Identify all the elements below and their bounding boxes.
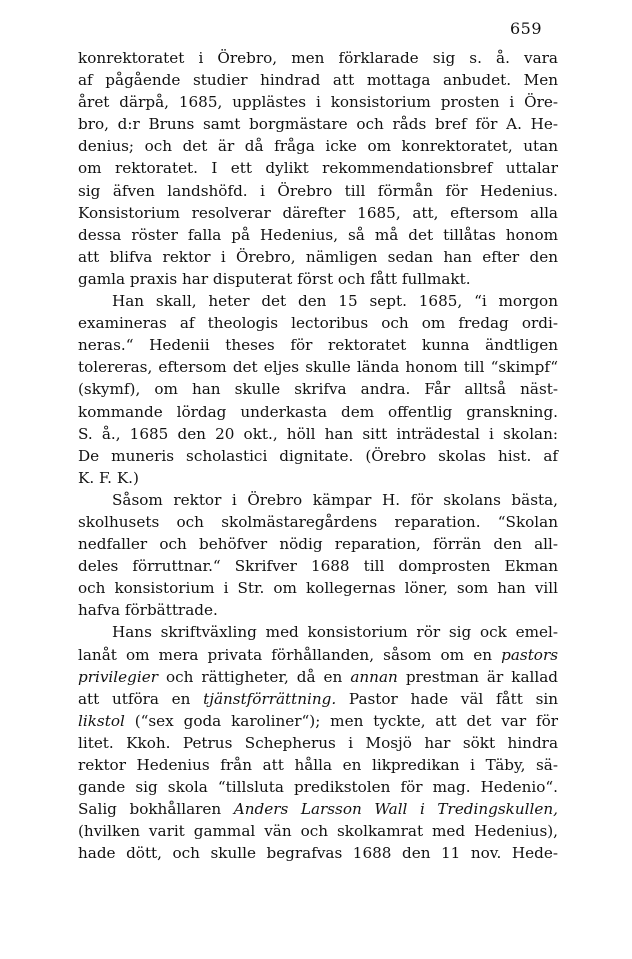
text-line (78, 621, 558, 643)
text-segment: litet. Kkoh. Petrus Schepherus i Mosjö har sökt hindra (78, 733, 558, 752)
italic-text: likstol (78, 711, 125, 730)
text-line (78, 224, 558, 246)
text-line (78, 798, 558, 820)
text-segment: och rättigheter, då en (157, 667, 351, 686)
text-segment: konrektoratet i Örebro, men förklarade sig s. å. vara (78, 49, 558, 67)
text-segment: tolereras, eftersom det eljes skulle lända honom till “skimpf“ (78, 358, 558, 377)
text-segment: kommande lördag underkasta dem offentlig granskning. (78, 402, 558, 421)
text-segment: hafva förbättrade. (78, 601, 218, 620)
text-segment: och konsistorium i Str. om kollegernas löner, som han vill (78, 579, 558, 598)
text-line (78, 688, 558, 710)
text-line (78, 467, 558, 489)
text-segment: året därpå, 1685, upplästes i konsistorium prosten i Öre- (78, 93, 558, 112)
text-segment: Hans skriftväxling med konsistorium rör sig ock emel- (112, 623, 558, 642)
text-line (78, 644, 558, 666)
text-line (78, 180, 558, 202)
text-segment: rektor Hedenius från att hålla en likpredikan i Täby, sä- (78, 756, 558, 774)
italic-text: annan (350, 667, 398, 686)
text-line (78, 135, 558, 157)
text-segment: skolhusets och skolmästaregårdens reparation. “Skolan (78, 512, 558, 531)
text-line (78, 91, 558, 113)
text-line (78, 378, 558, 400)
text-line (78, 312, 558, 334)
text-segment: att blifva rektor i Örebro, nämligen sedan han efter den (78, 247, 558, 266)
text-segment: Pastor hade väl fått sin (336, 689, 559, 708)
text-line (78, 599, 558, 621)
text-segment: denius; och det är då fråga icke om konrektoratet, utan (78, 137, 558, 156)
text-line (78, 202, 558, 224)
text-line (78, 157, 558, 179)
italic-text: Anders Larsson Wall i Tredingskullen, (233, 800, 558, 819)
text-line (78, 710, 558, 732)
text-line (78, 69, 558, 91)
text-line (78, 842, 558, 864)
text-segment: att utföra en (78, 689, 204, 708)
page-number: 659 (510, 19, 543, 38)
text-segment: hade dött, och skulle begrafvas 1688 den 11 nov. Hede- (78, 844, 558, 863)
italic-text: tjänstförrättning. (203, 689, 337, 708)
text-segment: om rektoratet. I ett dylikt rekommendationsbref uttalar (78, 159, 558, 178)
text-line (78, 666, 558, 688)
text-segment: bro, d:r Bruns samt borgmästare och råds bref för A. He- (78, 115, 558, 134)
text-segment: K. F. K.) (78, 468, 139, 487)
text-segment: af pågående studier hindrad att mottaga anbudet. Men (78, 71, 558, 90)
italic-text: pastors (501, 645, 558, 664)
text-line (78, 489, 558, 511)
text-segment: Salig bokhållaren (78, 800, 234, 819)
text-line (78, 820, 558, 842)
italic-text: privilegier (78, 667, 158, 686)
text-line (78, 356, 558, 378)
text-segment: nedfaller och behöfver nödig reparation, förrän den all- (78, 535, 558, 554)
text-line (78, 334, 558, 356)
text-segment: S. å., 1685 den 20 okt., höll han sitt inträdestal i skolan: (78, 424, 558, 443)
text-segment: examineras af theologis lectoribus och om fredag ordi- (78, 314, 558, 333)
body-text (78, 47, 558, 864)
text-line (78, 754, 558, 776)
text-segment: Konsistorium resolverar därefter 1685, att, eftersom alla (78, 203, 558, 222)
text-line (78, 423, 558, 445)
text-segment: (hvilken varit gammal vän och skolkamrat med Hedenius), (78, 822, 558, 841)
text-segment: gande sig skola “tillsluta predikstolen för mag. Hedenio“. (78, 778, 558, 797)
text-line (78, 732, 558, 754)
text-segment: Han skall, heter det den 15 sept. 1685, “i morgon (112, 292, 558, 311)
text-segment: deles förruttnar.“ Skrifver 1688 till domprosten Ekman (78, 557, 558, 576)
text-segment: dessa röster falla på Hedenius, så må det tillåtas honom (78, 225, 558, 244)
text-line (78, 290, 558, 312)
text-line (78, 555, 558, 577)
text-line (78, 113, 558, 135)
text-line (78, 511, 558, 533)
text-line (78, 445, 558, 467)
text-line (78, 47, 558, 69)
text-line (78, 246, 558, 268)
text-segment: sig äfven landshöfd. i Örebro till förmån för Hedenius. (78, 181, 558, 200)
text-line (78, 577, 558, 599)
text-segment: gamla praxis har disputerat först och fått fullmakt. (78, 269, 471, 288)
text-segment: Såsom rektor i Örebro kämpar H. för skolans bästa, (112, 490, 558, 509)
text-line (78, 268, 558, 290)
text-segment: (“sex goda karoliner“); men tyckte, att det var för (124, 711, 558, 730)
text-line (78, 401, 558, 423)
text-segment: prestman är kallad (397, 667, 558, 686)
text-line (78, 776, 558, 798)
text-segment: De muneris scholastici dignitate. (Örebro skolas hist. af (78, 446, 558, 465)
text-line (78, 533, 558, 555)
text-segment: lanåt om mera privata förhållanden, såsom om en (78, 645, 502, 664)
text-segment: (skymf), om han skulle skrifva andra. Får alltså näst- (78, 380, 558, 399)
text-segment: neras.“ Hedenii theses för rektoratet kunna ändtligen (78, 336, 558, 355)
